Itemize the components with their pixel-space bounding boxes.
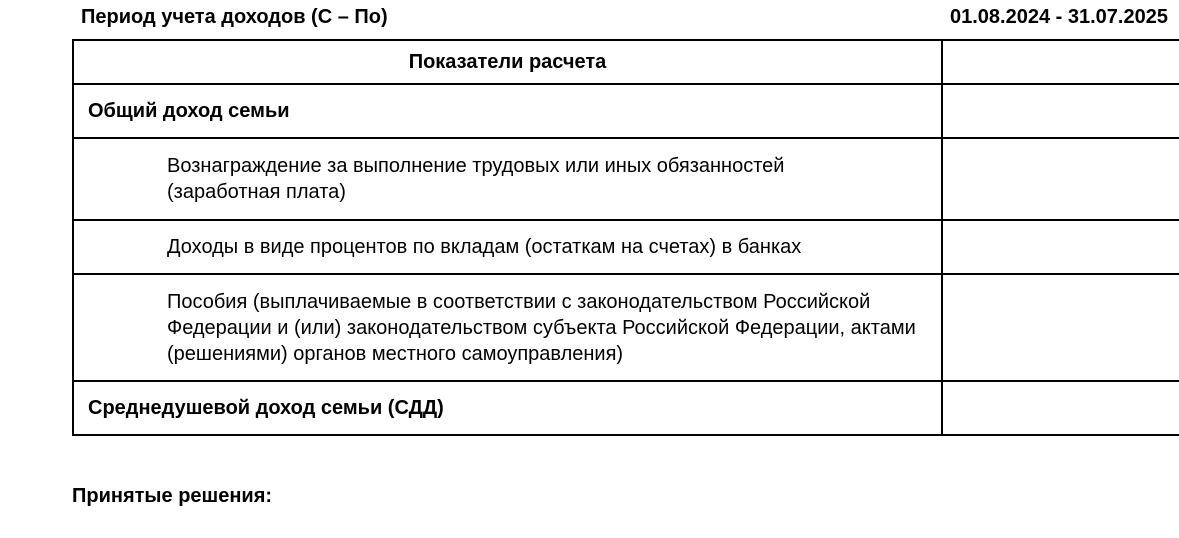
row-label-total-family-income: Общий доход семьи xyxy=(73,84,942,138)
table-row-bank-interest xyxy=(73,220,1179,274)
row-value-bank-interest xyxy=(942,220,1179,274)
table-header-value xyxy=(942,40,1179,84)
table-header-indicators: Показатели расчета xyxy=(73,40,942,84)
row-label-bank-interest: Доходы в виде процентов по вкладам (остаткам на счетах) в банках xyxy=(73,220,942,274)
income-period-label: Период учета доходов (С – По) xyxy=(81,6,388,28)
row-label-salary xyxy=(73,138,942,220)
table-row-average-per-capita-income xyxy=(73,381,1179,435)
row-value-average-per-capita-income xyxy=(942,381,1179,435)
row-label-benefits xyxy=(73,274,942,381)
income-period-value: 01.08.2024 - 31.07.2025 xyxy=(950,6,1168,28)
row-value-salary xyxy=(942,138,1179,220)
row-label-average-per-capita-income: Среднедушевой доход семьи (СДД) xyxy=(73,381,942,435)
table-header-row xyxy=(73,40,1179,84)
row-label-salary-text: Вознаграждение за выполнение трудовых или иных обязанностей (заработная плата) xyxy=(167,155,785,203)
row-label-benefits-text: Пособия (выплачиваемые в соответствии с законодательством Российской Федерации и (или) законодательством субъекта Российской Федерации, актами (решениями) органов местного самоуправления) xyxy=(167,290,916,365)
table-row-salary xyxy=(73,138,1179,220)
calculation-table xyxy=(72,39,1179,436)
row-value-benefits xyxy=(942,274,1179,381)
row-value-total-family-income xyxy=(942,84,1179,138)
table-row-total-family-income xyxy=(73,84,1179,138)
table-row-benefits xyxy=(73,274,1179,381)
decisions-heading: Принятые решения: xyxy=(72,485,273,507)
